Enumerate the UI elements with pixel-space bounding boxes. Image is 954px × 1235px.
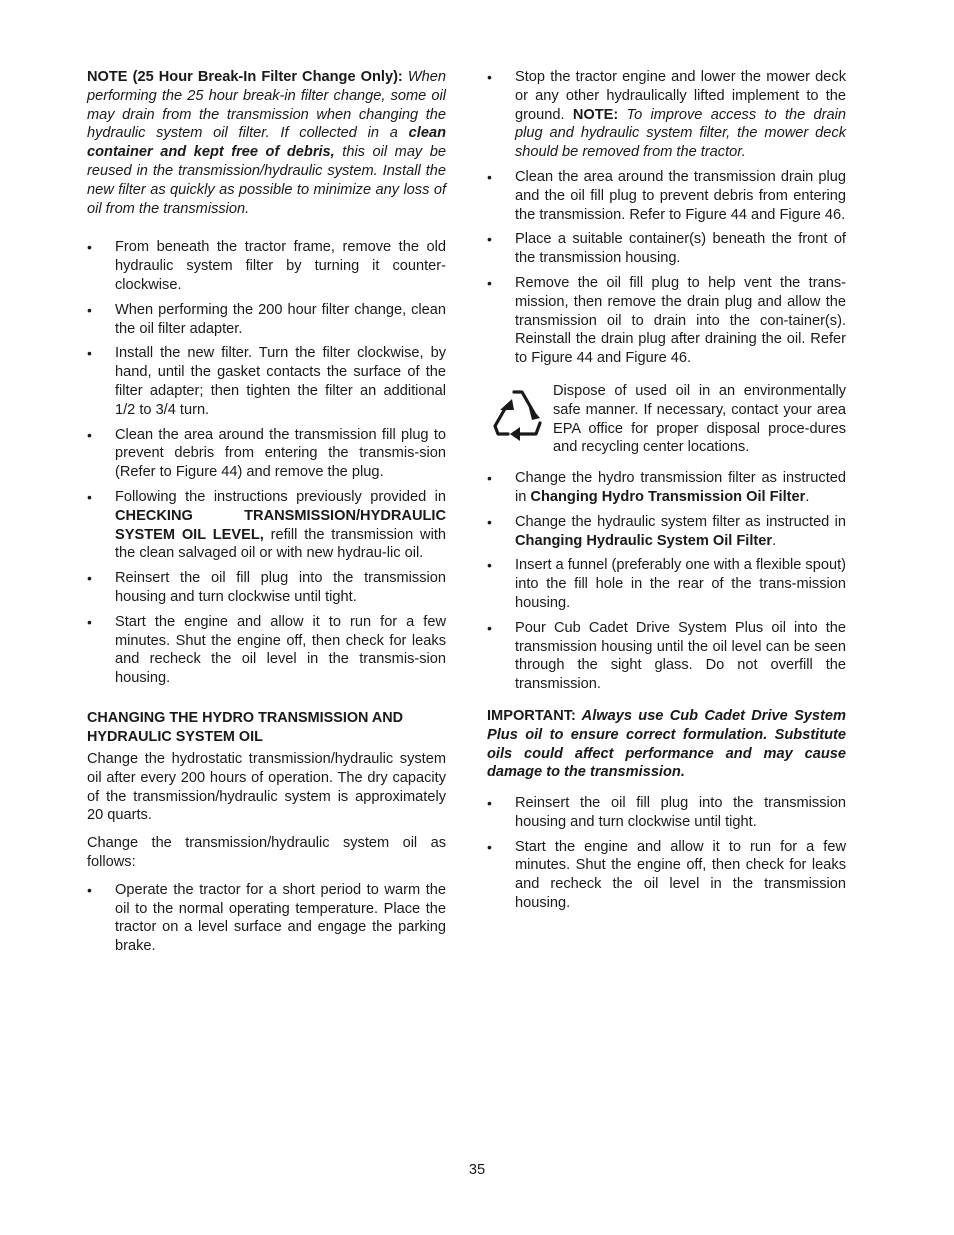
break-in-note bbox=[87, 68, 446, 218]
list-item: • Start the engine and allow it to run for a few minutes. Shut the engine off, then check for leaks and recheck the oil level in the transmission housing. bbox=[487, 838, 846, 912]
left-column bbox=[87, 68, 446, 962]
bullet-dot: • bbox=[487, 231, 492, 248]
bullet-dot: • bbox=[487, 557, 492, 574]
note-text-1: When performing the 25 hour break-in filter change, some oil may drain from the transmission when changing the hydraulic system oil filter. If collected in a bbox=[87, 69, 446, 142]
important-label: IMPORTANT: bbox=[487, 707, 576, 724]
list-item: • Place a suitable container(s) beneath the front of the transmission housing. bbox=[487, 231, 846, 267]
list-item: • From beneath the tractor frame, remove the old hydraulic system filter by turning it counter-clockwise. bbox=[87, 239, 446, 293]
note-text-2: this oil may be reused in the transmission/hydraulic system. Install the new filter as quickly as possible to minimize any loss of oil from the transmission. bbox=[87, 144, 446, 217]
list-item: • Pour Cub Cadet Drive System Plus oil into the transmission housing until the oil level can be seen through the sight glass. Do not overfill the transmission. bbox=[487, 619, 846, 693]
right-bullet-list-2 bbox=[487, 469, 846, 694]
section-heading: CHANGING THE HYDRO TRANSMISSION AND HYDRAULIC SYSTEM OIL bbox=[87, 709, 404, 745]
bullet-dot: • bbox=[87, 570, 92, 587]
list-item: • Change the hydraulic system filter as instructed in Changing Hydraulic System Oil Filter. bbox=[487, 513, 846, 549]
list-item: • Remove the oil fill plug to help vent the trans-mission, then remove the drain plug and allow the transmission oil to drain into the con-tainer(s). Reinstall the drain plug after draining the oil. Refer to Figure 44 and Figure 46. bbox=[487, 274, 846, 367]
bullet-dot: • bbox=[487, 619, 492, 636]
list-item: • Start the engine and allow it to run for a few minutes. Shut the engine off, then check for leaks and recheck the oil level in the transmis-sion housing. bbox=[87, 613, 446, 687]
right-bullet-list-1 bbox=[487, 68, 846, 368]
bullet-dot: • bbox=[87, 426, 92, 443]
section-reference: CHECKING TRANSMISSION/HYDRAULIC SYSTEM OIL LEVEL, bbox=[115, 507, 446, 543]
bullet-dot: • bbox=[487, 470, 492, 487]
recycle-text: Dispose of used oil in an environmentally safe manner. If necessary, contact your area EPA office for proper disposal proce-dures and recycling center locations. bbox=[553, 382, 846, 456]
note-label: NOTE (25 Hour Break-In Filter Change Only): bbox=[87, 69, 403, 85]
bullet-dot: • bbox=[87, 301, 92, 318]
list-item: • Reinsert the oil fill plug into the transmission housing and turn clockwise until tight. bbox=[487, 795, 846, 830]
list-item: • Operate the tractor for a short period to warm the oil to the normal operating temperature. Place the tractor on a level surface and engage the parking brake. bbox=[87, 881, 446, 955]
bullet-dot: • bbox=[87, 613, 92, 630]
bullet-dot: • bbox=[487, 274, 492, 291]
list-item: • Clean the area around the transmission fill plug to prevent debris from entering the transmis-sion (Refer to Figure 44) and remove the plug. bbox=[87, 426, 446, 481]
list-item: • Following the instructions previously provided in CHECKING TRANSMISSION/HYDRAULIC SYSTEM OIL LEVEL, refill the transmission with the clean salvaged oil or with new hydrau-lic oil. bbox=[87, 488, 446, 562]
bullet-dot: • bbox=[87, 881, 92, 898]
list-item: • Clean the area around the transmission drain plug and the oil fill plug to prevent debris from entering the transmission. Refer to Figure 44 and Figure 46. bbox=[487, 168, 846, 223]
bullet-dot: • bbox=[487, 168, 492, 185]
bullet-dot: • bbox=[87, 239, 92, 256]
list-item: • Change the hydro transmission filter as instructed in Changing Hydro Transmission Oil Filter. bbox=[487, 470, 846, 505]
bullet-dot: • bbox=[487, 838, 492, 855]
recycle-icon bbox=[490, 386, 546, 446]
recycle-notice bbox=[487, 382, 846, 457]
list-item: • Reinsert the oil fill plug into the transmission housing and turn clockwise until tight. bbox=[87, 570, 446, 605]
list-item: • Insert a funnel (preferably one with a flexible spout) into the fill hole in the rear of the trans-mission housing. bbox=[487, 557, 846, 611]
note-bold: clean container and kept free of debris, bbox=[87, 125, 446, 161]
right-column bbox=[487, 68, 846, 919]
page-number: 35 bbox=[468, 1162, 486, 1178]
bullet-dot: • bbox=[487, 69, 492, 85]
bullet-dot: • bbox=[487, 795, 492, 812]
note-label: NOTE: bbox=[572, 106, 619, 123]
bullet-dot: • bbox=[487, 513, 492, 530]
important-notice bbox=[487, 707, 846, 782]
paragraph: Change the hydrostatic transmission/hydraulic system oil after every 200 hours of operation. The dry capacity of the transmission/hydraulic system is approximately 20 quarts. bbox=[87, 751, 446, 824]
left-bullet-list-1 bbox=[87, 238, 446, 688]
list-item: • When performing the 200 hour filter change, clean the oil filter adapter. bbox=[87, 301, 446, 337]
section-reference: Changing Hydro Transmission Oil Filter bbox=[530, 488, 806, 505]
section-reference: Changing Hydraulic System Oil Filter bbox=[515, 532, 773, 549]
paragraph: Change the transmission/hydraulic system oil as follows: bbox=[87, 835, 446, 871]
important-text: Always use Cub Cadet Drive System Plus oil to ensure correct formulation. Substitute oils could affect performance and may cause damage to the transmission. bbox=[487, 707, 846, 781]
list-item: • Stop the tractor engine and lower the mower deck or any other hydraulically lifted implement to the ground. NOTE: To improve access to the drain plug and hydraulic system filter, the mower deck should be removed from the tractor. bbox=[487, 69, 846, 161]
left-bullet-list-2 bbox=[87, 881, 446, 956]
bullet-dot: • bbox=[87, 488, 92, 505]
right-bullet-list-3 bbox=[487, 794, 846, 913]
list-item: • Install the new filter. Turn the filter clockwise, by hand, until the gasket contacts the surface of the filter adapter; then tighten the filter an additional 1/2 to 3/4 turn. bbox=[87, 345, 446, 418]
bullet-dot: • bbox=[87, 345, 92, 362]
